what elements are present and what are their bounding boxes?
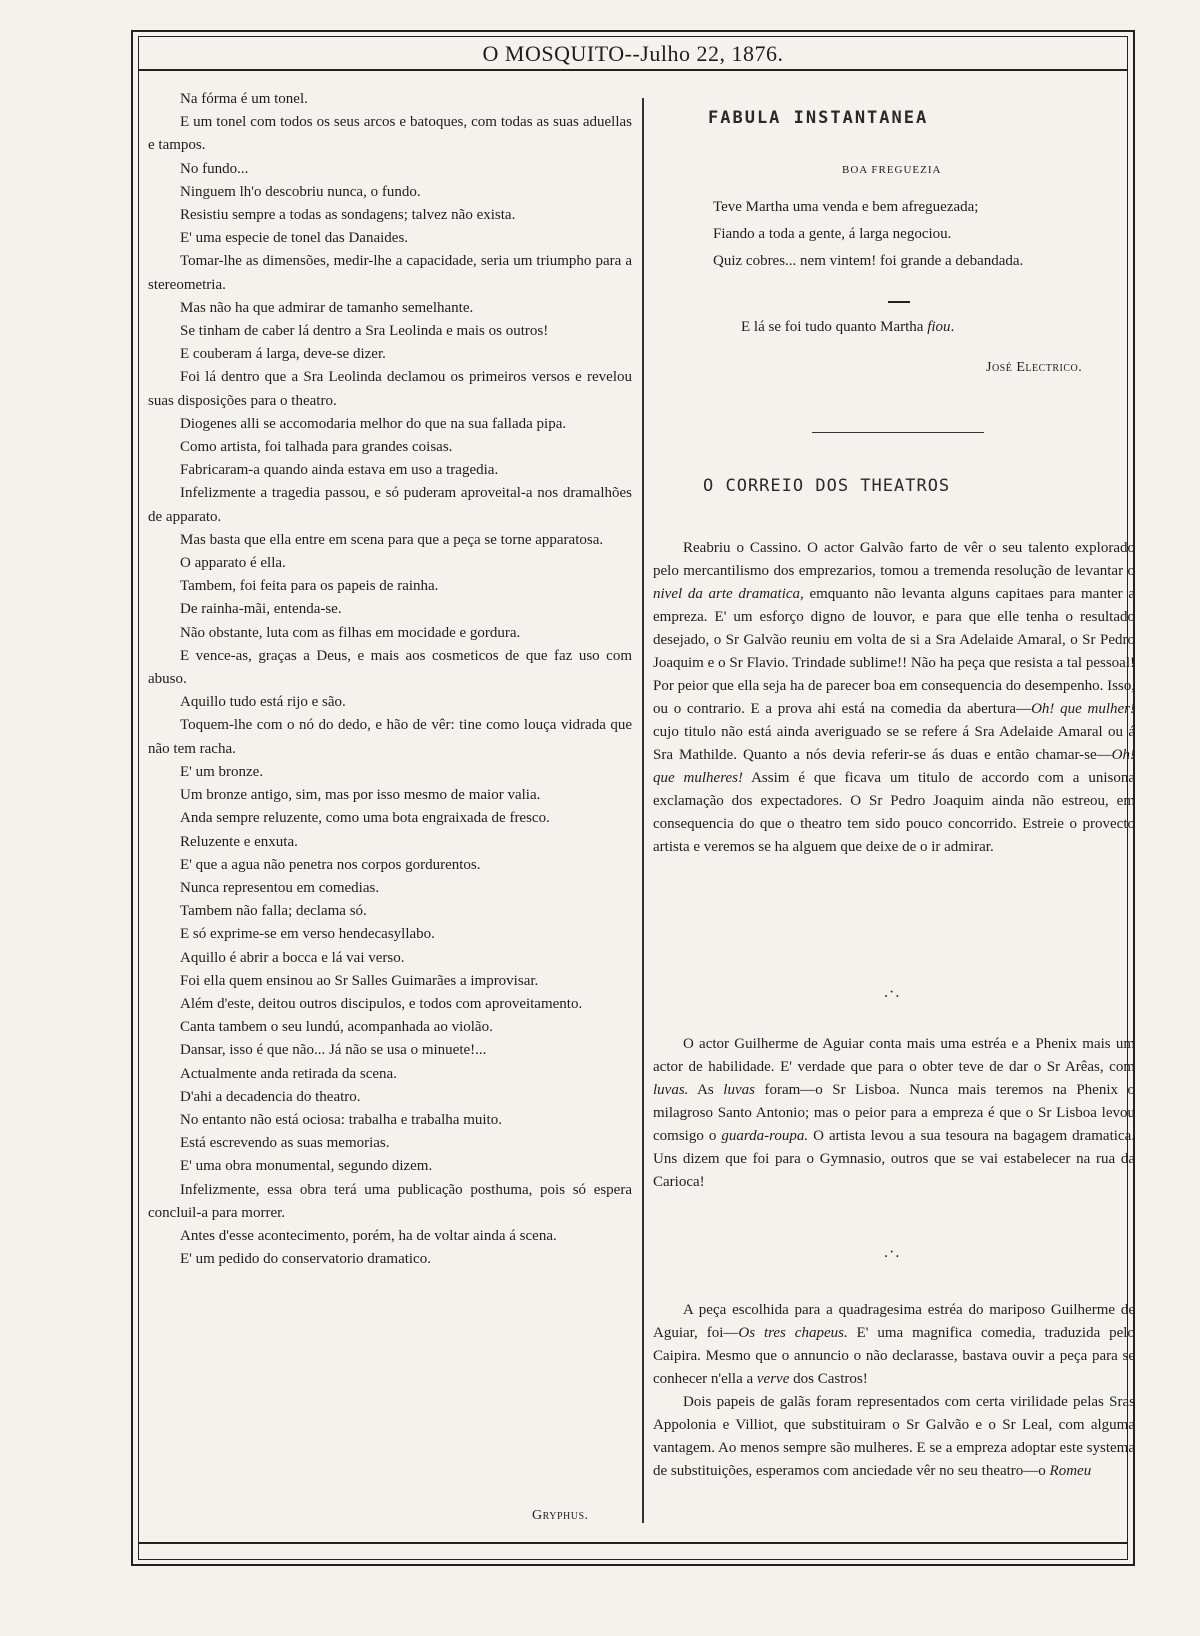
left-paragraph: Foi lá dentro que a Sra Leolinda declamou os primeiros versos e revelou suas disposições para o theatro. <box>148 369 632 409</box>
section-separator-rule <box>812 432 984 433</box>
masthead-title: O MOSQUITO--Julho 22, 1876. <box>482 41 784 66</box>
separator-dots-2: .·. <box>884 1244 901 1261</box>
left-paragraph: Resistiu sempre a todas as sondagens; talvez não exista. <box>180 207 516 224</box>
left-paragraph: Actualmente anda retirada da scena. <box>180 1065 397 1082</box>
left-paragraph: Toquem-lhe com o nó do dedo, e hão de vêr: tine como louça vidrada que não tem racha. <box>148 717 632 757</box>
left-paragraph: E couberam á larga, deve-se dizer. <box>180 346 386 363</box>
left-paragraph: Antes d'esse acontecimento, porém, ha de voltar ainda á scena. <box>180 1227 557 1244</box>
left-paragraph: E só exprime-se em verso hendecasyllabo. <box>180 926 435 943</box>
left-paragraph: Infelizmente, essa obra terá uma publicação posthuma, pois só espera concluil-a para morrer. <box>148 1181 632 1221</box>
left-paragraph: Além d'este, deitou outros discipulos, e todos com aproveitamento. <box>180 995 583 1012</box>
theatre-title: O CORREIO DOS THEATROS <box>703 476 951 496</box>
left-paragraph: De rainha-mãi, entenda-se. <box>180 601 342 618</box>
fable-subtitle: BOA FREGUEZIA <box>842 164 942 176</box>
left-paragraph: E' que a agua não penetra nos corpos gordurentos. <box>180 856 481 873</box>
left-paragraph: Na fórma é um tonel. <box>180 91 308 107</box>
left-paragraph: Tambem, foi feita para os papeis de rainha. <box>180 578 439 595</box>
left-paragraph: Tomar-lhe as dimensões, medir-lhe a capacidade, seria um triumpho para a stereometria. <box>148 253 632 293</box>
theatre-paragraph-3: A peça escolhida para a quadragesima estréa do mariposo Guilherme de Aguiar, foi—Os tres chapeus. E' uma magnifica comedia, traduzida pelo Caipira. Mesmo que o annuncio o não declarasse, bastava ouvir a peça para se conhecer n'ella a verve dos Castros! Dois papeis de galãs foram representados com certa virilidade pelas Sras Appolonia e Villiot, que substituiram o Sr Galvão e o Sr Leal, com alguma vantagem. Ao menos sempre são mulheres. E se a empreza adoptar este systema de substituições, esperamos com anciedade vêr no seu theatro—o Romeu <box>653 1302 1135 1479</box>
left-paragraph: Aquillo tudo está rijo e são. <box>180 694 346 711</box>
left-column-article <box>148 88 632 1271</box>
left-paragraph: Anda sempre reluzente, como uma bota engraixada de fresco. <box>180 810 550 827</box>
left-paragraph: Tambem não falla; declama só. <box>180 903 367 920</box>
fable-verse-3: Quiz cobres... nem vintem! foi grande a debandada. <box>713 253 1024 269</box>
left-paragraph: Está escrevendo as suas memorias. <box>180 1135 390 1152</box>
left-paragraph: Se tinham de caber lá dentro a Sra Leolinda e mais os outros! <box>180 323 549 340</box>
left-paragraph: Dansar, isso é que não... Já não se usa o minuete!... <box>180 1042 487 1059</box>
left-paragraph: E' uma obra monumental, segundo dizem. <box>180 1158 433 1175</box>
left-paragraph: D'ahi a decadencia do theatro. <box>180 1088 361 1105</box>
theatre-paragraph-1: Reabriu o Cassino. O actor Galvão farto de vêr o seu talento explorado pelo mercantilismo dos emprezarios, tomou a tremenda resolução de levantar o nivel da arte dramatica, emquanto não levanta alguns capitaes para manter a empreza. E' um esforço digno de louvor, e para que elle tenha o resultado desejado, o Sr Galvão reuniu em volta de si a Sra Adelaide Amaral, o Sr Pedro Joaquim e o Sr Flavio. Trindade sublime!! Não ha peça que resista a tal pessoal! Por peior que ella seja ha de parecer boa em consequencia do desempenho. Isso, ou o contrario. E a prova ahi está na comedia da abertura—Oh! que mulher! cujo titulo não está ainda averiguado se se refere á Sra Adelaide Amaral ou á Sra Mathilde. Quanto a nós devia referir-se ás duas e então chamar-se—Oh! que mulheres! Assim é que ficava um titulo de accordo com a unisona exclamação dos expectadores. O Sr Pedro Joaquim ainda não estreou, em consequencia do que o theatro tem sido pouco concorrido. Estreie o provecto artista e veremos se ha alguem que deixe de o ir admirar. <box>653 540 1136 855</box>
left-paragraph: E vence-as, graças a Deus, e mais aos cosmeticos de que faz uso com abuso. <box>148 647 632 688</box>
left-paragraph: E' uma especie de tonel das Danaides. <box>180 230 409 247</box>
left-paragraph: O apparato é ella. <box>180 555 286 572</box>
left-paragraph: E' um bronze. <box>180 763 264 780</box>
theatre-paragraph-2: O actor Guilherme de Aguiar conta mais uma estréa e a Phenix mais um actor de habilidade. E' verdade que para o obter teve de dar o Sr Arêas, com luvas. As luvas foram—o Sr Lisboa. Nunca mais teremos na Phenix o milagroso Santo Antonio; mas o peior para a empreza é que o Sr Lisboa levou comsigo o guarda-roupa. O artista levou a sua tesoura na bagagem dramatica. Uns dizem que foi para o Gymnasio, outros que se vai estabelecer na rua da Carioca! <box>653 1036 1136 1190</box>
left-paragraph: Não obstante, luta com as filhas em mocidade e gordura. <box>180 624 521 641</box>
fable-signature: José Electrico. <box>986 360 1083 375</box>
left-paragraph: E' um pedido do conservatorio dramatico. <box>180 1251 431 1268</box>
separator-dots-1: .·. <box>884 984 901 1001</box>
left-paragraph: Um bronze antigo, sim, mas por isso mesmo de maior valia. <box>180 787 541 804</box>
left-paragraph: No entanto não está ociosa: trabalha e trabalha muito. <box>180 1111 502 1128</box>
left-paragraph: Mas basta que ella entre em scena para que a peça se torne apparatosa. <box>180 531 604 548</box>
left-paragraph: Ninguem lh'o descobriu nunca, o fundo. <box>180 183 421 200</box>
fable-title: FABULA INSTANTANEA <box>708 108 929 128</box>
left-paragraph: Nunca representou em comedias. <box>180 879 380 896</box>
fable-verse-1: Teve Martha uma venda e bem afreguezada; <box>713 199 979 215</box>
fable-moral: E lá se foi tudo quanto Martha fiou. <box>741 319 955 335</box>
left-paragraph: Foi ella quem ensinou ao Sr Salles Guimarães a improvisar. <box>180 972 539 989</box>
left-paragraph: Diogenes alli se accomodaria melhor do que na sua fallada pipa. <box>180 415 567 432</box>
fable-rule <box>888 301 910 303</box>
left-paragraph: No fundo... <box>180 160 249 177</box>
column-divider <box>642 98 644 1523</box>
masthead-rule <box>138 69 1128 71</box>
left-paragraph: Infelizmente a tragedia passou, e só puderam aproveital-a nos dramalhões de apparato. <box>148 485 632 525</box>
left-signature: Gryphus. <box>532 1508 589 1523</box>
bottom-rule <box>138 1542 1128 1544</box>
left-paragraph: E um tonel com todos os seus arcos e batoques, com todas as suas aduellas e tampos. <box>148 114 632 154</box>
left-paragraph: Aquillo é abrir a bocca e lá vai verso. <box>180 949 405 966</box>
left-paragraph: Canta tambem o seu lundú, acompanhada ao violão. <box>180 1019 493 1036</box>
left-paragraph: Fabricaram-a quando ainda estava em uso a tragedia. <box>180 462 499 479</box>
fable-verse-2: Fiando a toda a gente, á larga negociou. <box>713 226 952 242</box>
left-paragraph: Reluzente e enxuta. <box>180 833 298 850</box>
left-paragraph: Como artista, foi talhada para grandes coisas. <box>180 439 453 456</box>
left-paragraph: Mas não ha que admirar de tamanho semelhante. <box>180 299 474 316</box>
